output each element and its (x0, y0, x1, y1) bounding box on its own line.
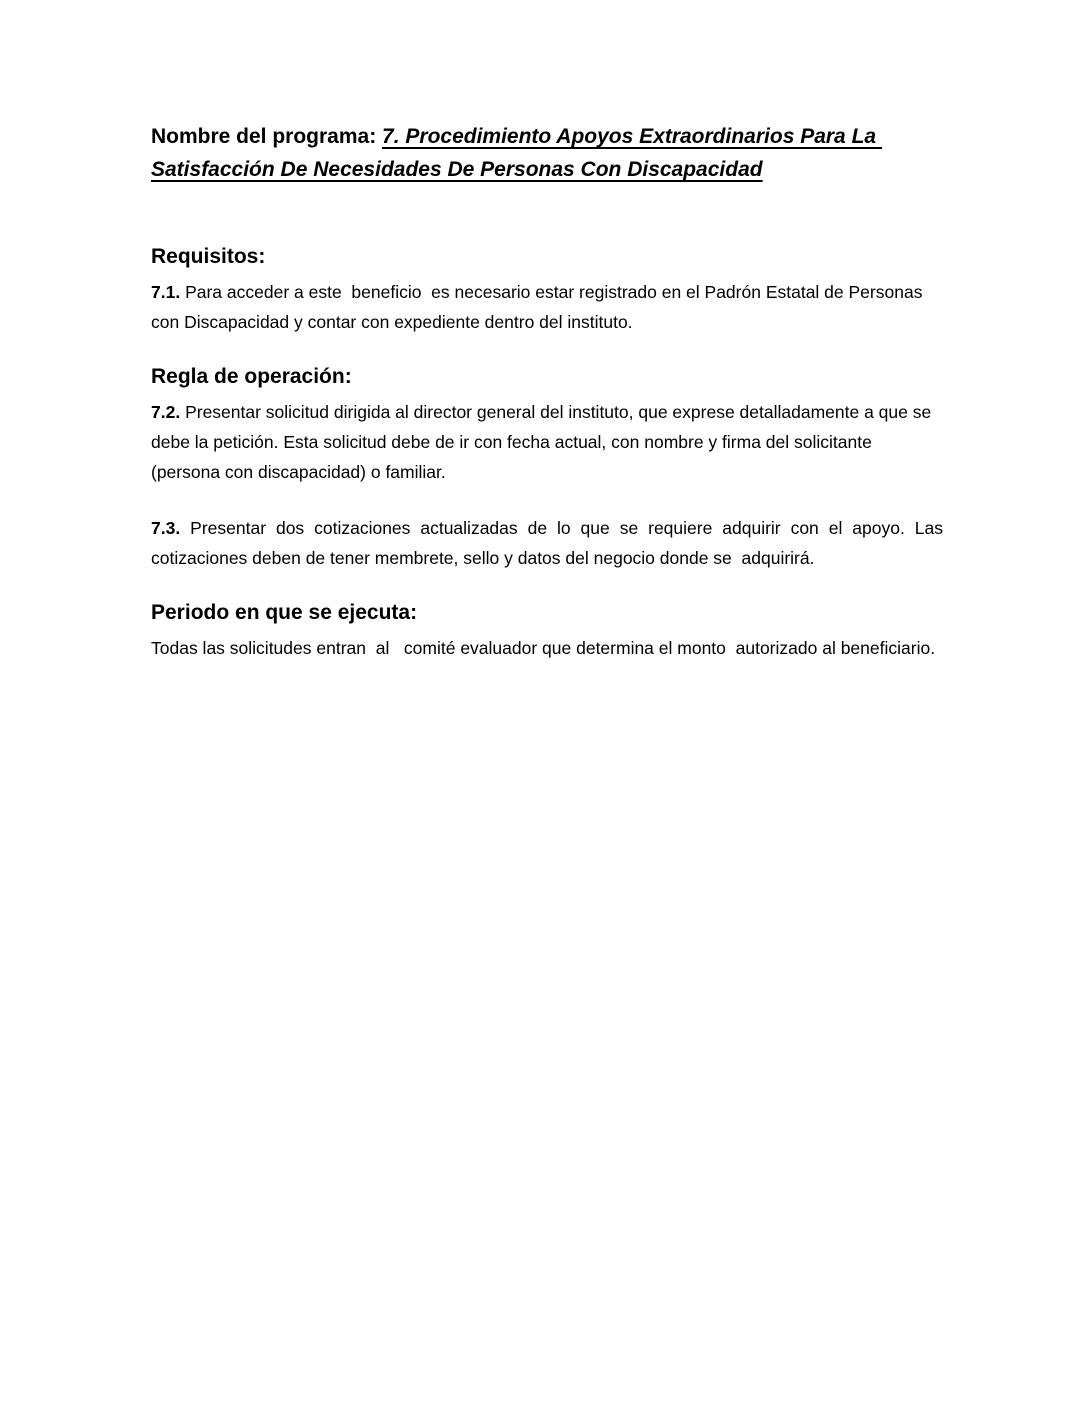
clause-text-7-2: Presentar solicitud dirigida al director general del instituto, que exprese detalladamente a que se debe la petición. Esta solicitud debe de ir con fecha actual, con nombre y firma del solicitante (persona con discapacidad) o familiar. (151, 402, 937, 482)
section-requisitos (151, 243, 943, 337)
section-heading-regla-de-operacion: Regla de operación: (151, 365, 352, 388)
clause-number-7-2: 7.2. (151, 402, 181, 422)
clause-number-7-1: 7.1. (151, 282, 181, 302)
section-heading-requisitos: Requisitos: (151, 245, 266, 268)
program-name-label: Nombre del programa: (151, 125, 383, 148)
clause-number-7-3: 7.3. (151, 518, 181, 538)
section-regla-de-operacion (151, 363, 948, 573)
paragraph-periodo (151, 633, 943, 663)
section-periodo (151, 599, 943, 663)
paragraph-7-1 (151, 277, 943, 337)
clause-text-7-3: Presentar dos cotizaciones actualizadas de lo que se requiere adquirir con el apoyo. Las cotizaciones deben de tener membrete, sello y datos del negocio donde se adquirirá. (151, 518, 948, 568)
clause-text-7-1: Para acceder a este beneficio es necesario estar registrado en el Padrón Estatal de Personas con Discapacidad y contar con expediente dentro del instituto. (151, 282, 928, 332)
paragraph-7-2 (151, 397, 943, 487)
section-heading-periodo: Periodo en que se ejecuta: (151, 601, 418, 624)
program-name-value: 7. Procedimiento Apoyos Extraordinarios Para La Satisfacción De Necesidades De Personas Con Discapacidad (151, 125, 882, 181)
clause-text-periodo: Todas las solicitudes entran al comité evaluador que determina el monto autorizado al beneficiario. (151, 638, 936, 658)
paragraph-7-3 (151, 513, 948, 573)
document-title (151, 120, 943, 186)
